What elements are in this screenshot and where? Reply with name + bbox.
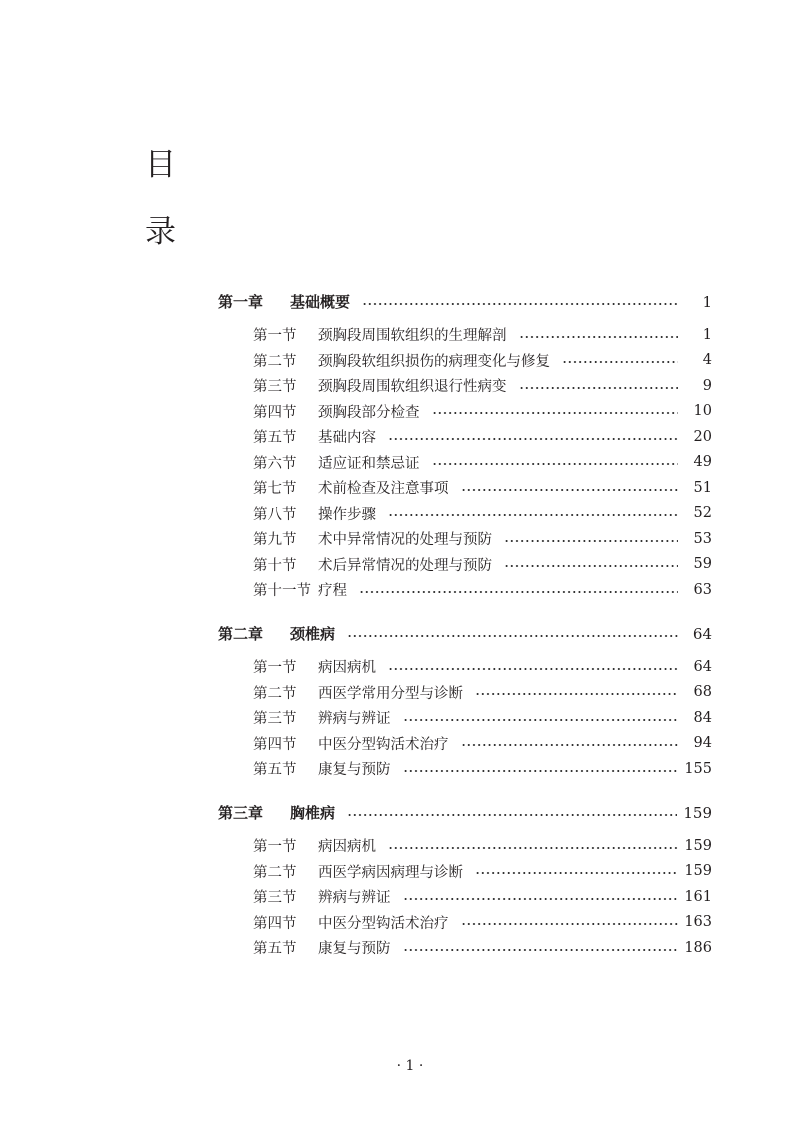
- entry-title: 中医分型钩活术治疗: [318, 915, 449, 932]
- dot-leader: [403, 897, 679, 901]
- dot-leader: [562, 360, 678, 364]
- entry-label: 第一节: [253, 660, 297, 677]
- entry-label: 第五节: [253, 762, 297, 779]
- entry-page-number: 159: [684, 863, 712, 880]
- chapter-entry[interactable]: [218, 621, 712, 647]
- entry-label: 第四节: [253, 736, 297, 753]
- section-entry[interactable]: [218, 501, 712, 527]
- section-entry[interactable]: [218, 348, 712, 374]
- entry-title: 辨病与辨证: [318, 890, 391, 907]
- dot-leader: [362, 302, 678, 306]
- entry-label: 第七节: [253, 481, 297, 498]
- entry-page-number: 68: [693, 684, 712, 701]
- section-entry[interactable]: [218, 450, 712, 476]
- dot-leader: [388, 513, 678, 517]
- dot-leader: [504, 539, 678, 543]
- entry-title: 康复与预防: [318, 762, 391, 779]
- section-entry[interactable]: [218, 910, 712, 936]
- entry-page-number: 163: [684, 914, 712, 931]
- dot-leader: [519, 335, 679, 339]
- entry-page-number: 53: [693, 530, 712, 547]
- section-entry[interactable]: [218, 884, 712, 910]
- entry-title: 术中异常情况的处理与预防: [318, 532, 492, 549]
- entry-page-number: 49: [693, 454, 712, 471]
- section-entry[interactable]: [218, 731, 712, 757]
- section-entry[interactable]: [218, 552, 712, 578]
- chapter-entry[interactable]: [218, 800, 712, 826]
- dot-leader: [432, 411, 679, 415]
- entry-page-number: 1: [702, 326, 712, 343]
- entry-title: 术前检查及注意事项: [318, 481, 449, 498]
- entry-title: 疗程: [318, 583, 347, 600]
- entry-page-number: 161: [684, 888, 712, 905]
- dot-leader: [403, 948, 679, 952]
- section-entry[interactable]: [218, 373, 712, 399]
- entry-label: 第一节: [253, 328, 297, 345]
- section-entry[interactable]: [218, 475, 712, 501]
- entry-page-number: 1: [702, 292, 712, 311]
- section-entry[interactable]: [218, 705, 712, 731]
- section-entry[interactable]: [218, 935, 712, 961]
- dot-leader: [403, 718, 679, 722]
- section-entry[interactable]: [218, 577, 712, 603]
- dot-leader: [475, 871, 678, 875]
- dot-leader: [461, 743, 679, 747]
- entry-page-number: 20: [693, 428, 712, 445]
- entry-label: 第二章: [218, 625, 264, 644]
- entry-title: 颈椎病: [290, 625, 336, 644]
- entry-label: 第四节: [253, 915, 297, 932]
- section-entry[interactable]: [218, 322, 712, 348]
- entry-title: 颈胸段部分检查: [318, 404, 420, 421]
- section-entry[interactable]: [218, 833, 712, 859]
- entry-title: 术后异常情况的处理与预防: [318, 557, 492, 574]
- entry-page-number: 64: [692, 624, 712, 643]
- entry-page-number: 64: [693, 658, 712, 675]
- entry-label: 第二节: [253, 685, 297, 702]
- chapter-entry[interactable]: [218, 289, 712, 315]
- entry-page-number: 94: [693, 735, 712, 752]
- entry-page-number: 159: [683, 803, 712, 822]
- toc-heading-char-1: 目: [145, 147, 176, 183]
- dot-leader: [504, 564, 678, 568]
- entry-label: 第三节: [253, 379, 297, 396]
- page-number: · 1 ·: [396, 1058, 424, 1074]
- dot-leader: [388, 667, 678, 671]
- entry-label: 第二节: [253, 353, 297, 370]
- entry-label: 第九节: [253, 532, 297, 549]
- dot-leader: [359, 590, 678, 594]
- entry-page-number: 159: [684, 837, 712, 854]
- entry-page-number: 186: [684, 939, 712, 956]
- entry-page-number: 4: [702, 352, 712, 369]
- entry-label: 第十一节: [253, 583, 311, 600]
- dot-leader: [461, 488, 679, 492]
- entry-label: 第四节: [253, 404, 297, 421]
- entry-page-number: 59: [693, 556, 712, 573]
- entry-label: 第一章: [218, 293, 264, 312]
- entry-label: 第五节: [253, 430, 297, 447]
- dot-leader: [388, 437, 678, 441]
- entry-page-number: 52: [693, 505, 712, 522]
- entry-label: 第二节: [253, 864, 297, 881]
- entry-title: 操作步骤: [318, 506, 376, 523]
- entry-title: 基础概要: [290, 293, 351, 312]
- section-entry[interactable]: [218, 526, 712, 552]
- dot-leader: [347, 634, 678, 638]
- entry-page-number: 155: [684, 760, 712, 777]
- entry-title: 病因病机: [318, 660, 376, 677]
- entry-label: 第六节: [253, 455, 297, 472]
- entry-title: 中医分型钩活术治疗: [318, 736, 449, 753]
- entry-page-number: 63: [693, 581, 712, 598]
- entry-label: 第五节: [253, 941, 297, 958]
- entry-title: 适应证和禁忌证: [318, 455, 420, 472]
- toc-heading-char-2: 录: [145, 214, 176, 250]
- entry-title: 西医学病因病理与诊断: [318, 864, 463, 881]
- entry-label: 第十节: [253, 557, 297, 574]
- entry-title: 康复与预防: [318, 941, 391, 958]
- entry-label: 第一节: [253, 839, 297, 856]
- section-entry[interactable]: [218, 399, 712, 425]
- entry-title: 辨病与辨证: [318, 711, 391, 728]
- entry-label: 第三章: [218, 804, 264, 823]
- entry-label: 第三节: [253, 711, 297, 728]
- dot-leader: [403, 769, 679, 773]
- entry-label: 第八节: [253, 506, 297, 523]
- entry-title: 颈胸段周围软组织退行性病变: [318, 379, 507, 396]
- dot-leader: [432, 462, 679, 466]
- entry-page-number: 51: [693, 479, 712, 496]
- dot-leader: [347, 813, 677, 817]
- entry-title: 胸椎病: [290, 804, 336, 823]
- entry-title: 颈胸段软组织损伤的病理变化与修复: [318, 353, 550, 370]
- section-entry[interactable]: [218, 859, 712, 885]
- entry-title: 西医学常用分型与诊断: [318, 685, 463, 702]
- entry-page-number: 9: [702, 377, 712, 394]
- section-entry[interactable]: [218, 424, 712, 450]
- dot-leader: [475, 692, 678, 696]
- entry-title: 病因病机: [318, 839, 376, 856]
- entry-title: 基础内容: [318, 430, 376, 447]
- section-entry[interactable]: [218, 756, 712, 782]
- section-entry[interactable]: [218, 680, 712, 706]
- section-list: [218, 322, 712, 603]
- dot-leader: [461, 922, 679, 926]
- entry-label: 第三节: [253, 890, 297, 907]
- entry-page-number: 10: [693, 403, 712, 420]
- entry-title: 颈胸段周围软组织的生理解剖: [318, 328, 507, 345]
- table-of-contents: [218, 289, 712, 961]
- section-list: [218, 654, 712, 782]
- section-entry[interactable]: [218, 654, 712, 680]
- dot-leader: [388, 846, 678, 850]
- dot-leader: [519, 386, 679, 390]
- entry-page-number: 84: [693, 709, 712, 726]
- section-list: [218, 833, 712, 961]
